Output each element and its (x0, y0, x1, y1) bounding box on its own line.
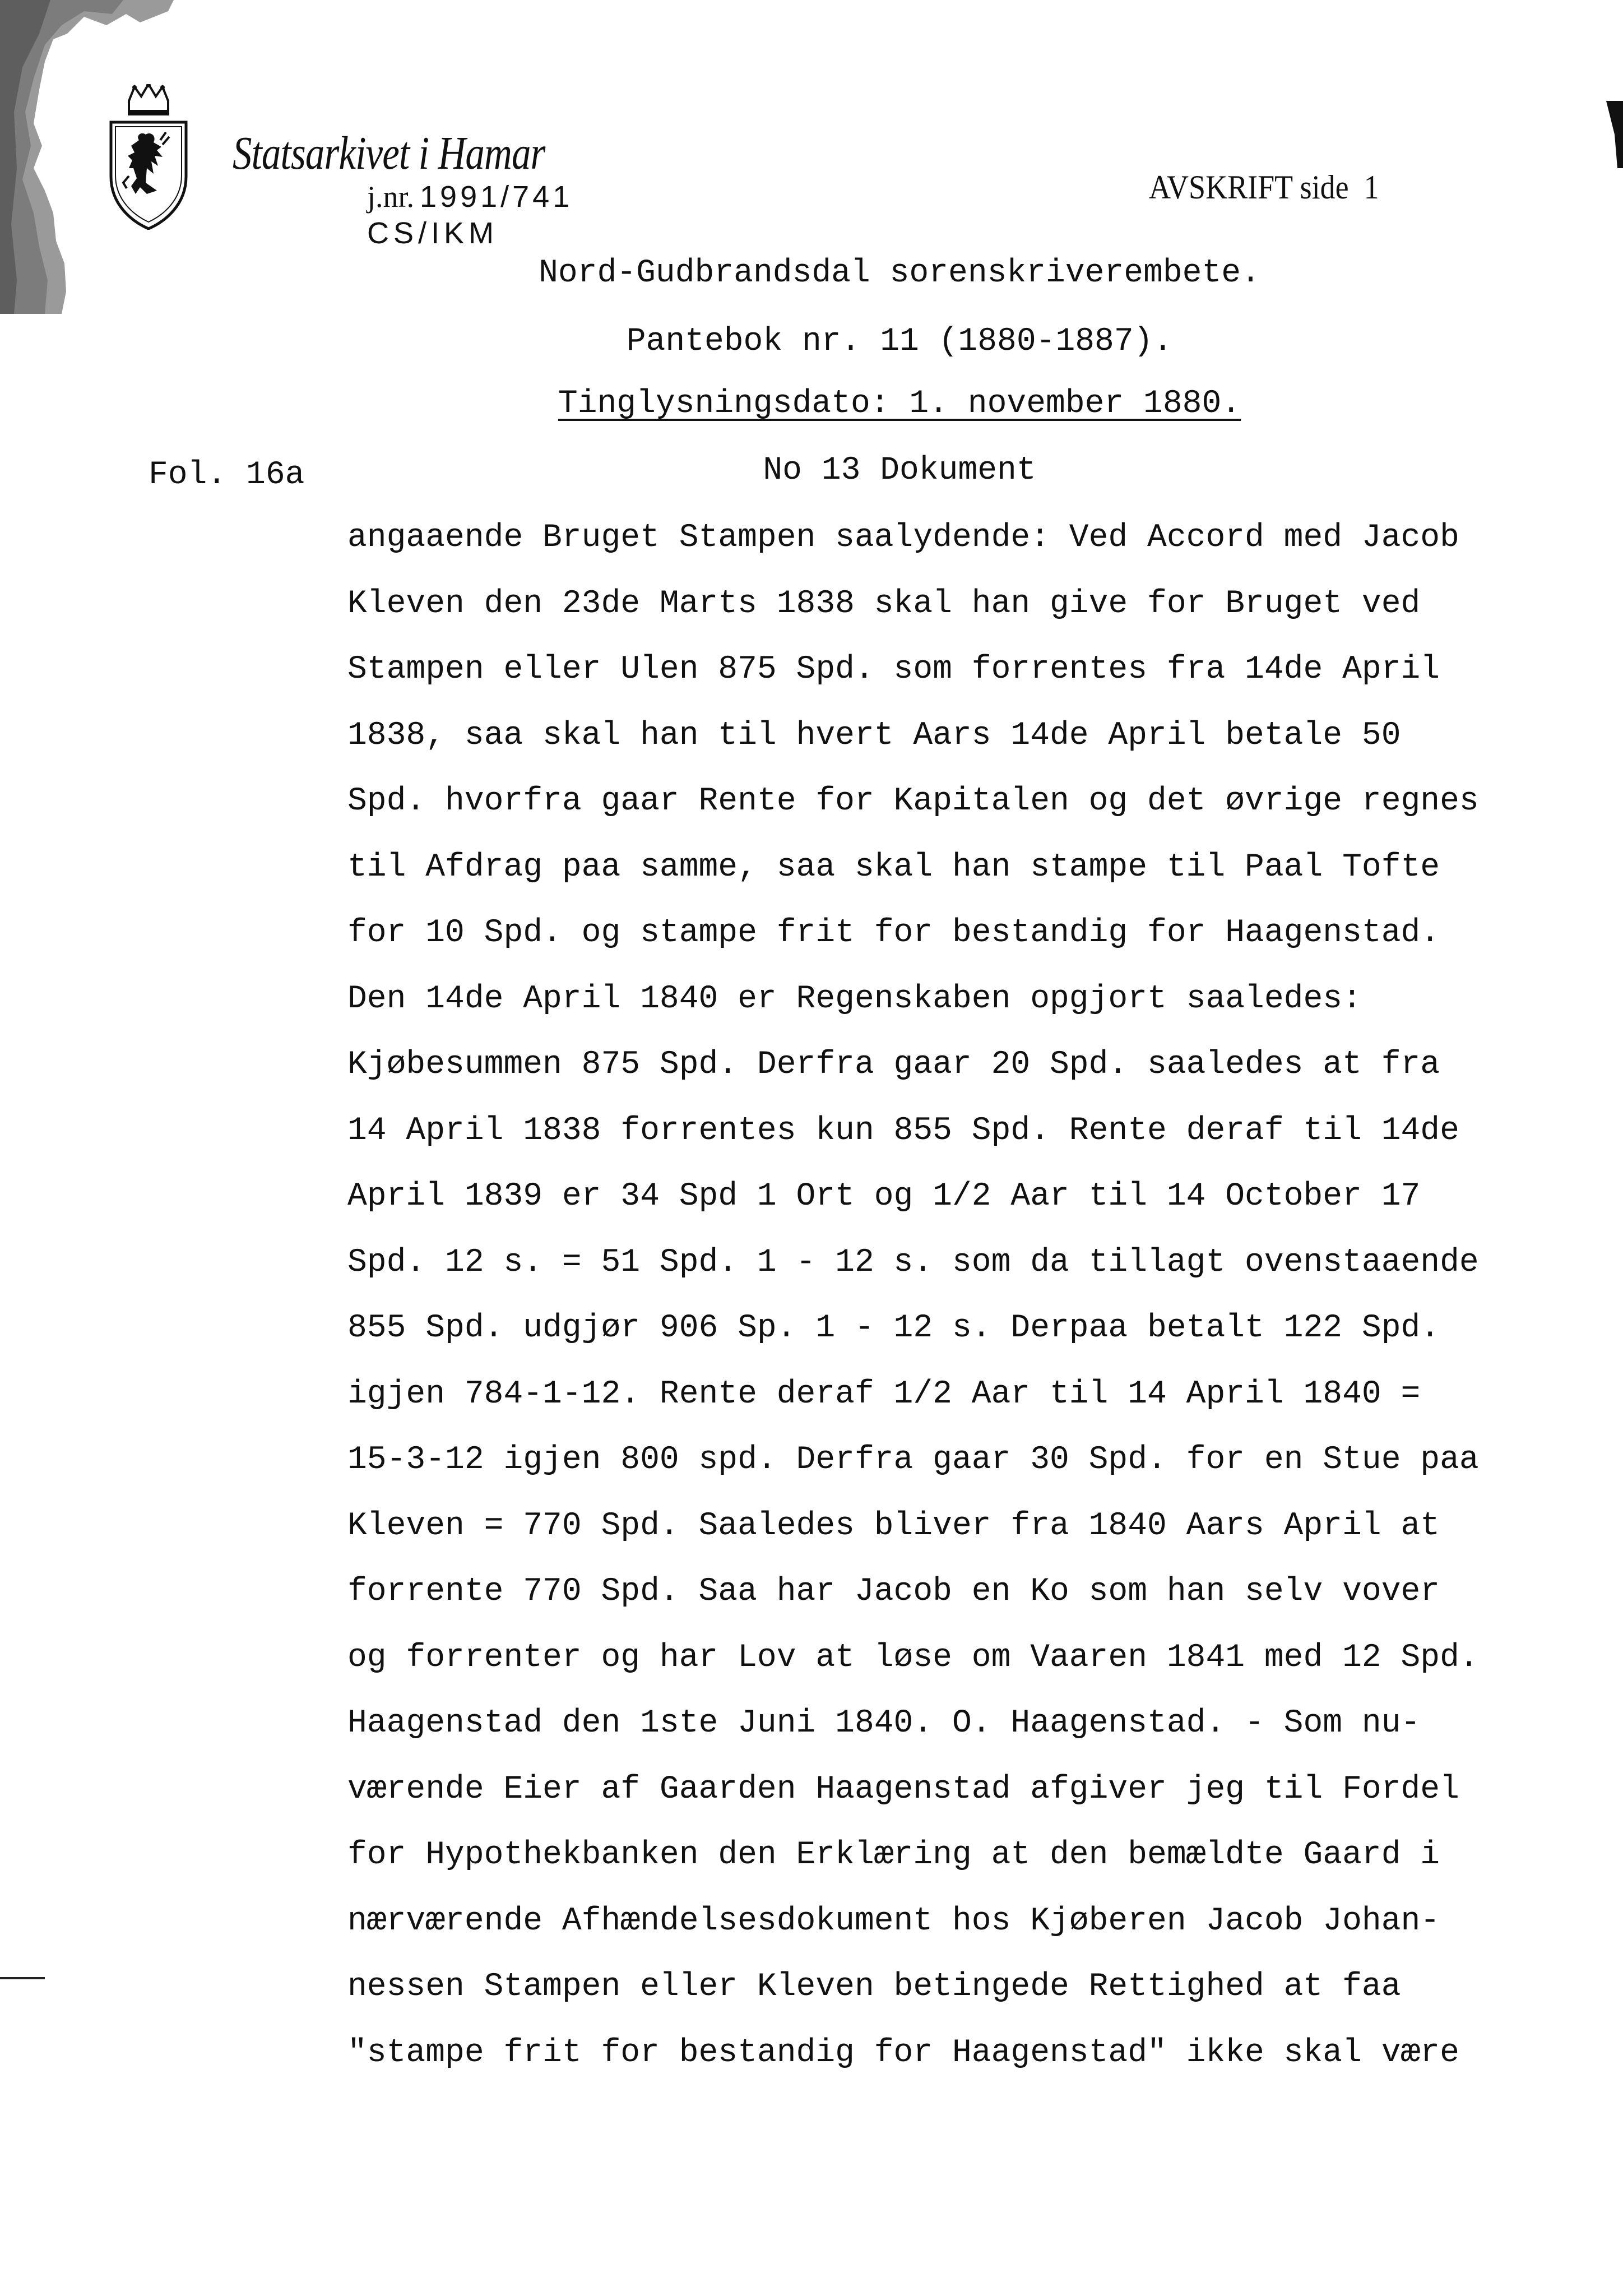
copy-page-label (1149, 168, 1379, 207)
body-line: Kleven = 770 Spd. Saaledes bliver fra 1840 Aars April at (347, 1507, 1440, 1544)
body-line: 1838, saa skal han til hvert Aars 14de April betale 50 (347, 717, 1401, 754)
office-name: Nord-Gudbrandsdal sorenskriverembete. (539, 255, 1260, 291)
body-line: 15-3-12 igjen 800 spd. Derfra gaar 30 Spd. for en Stue paa (347, 1442, 1479, 1478)
body-line: 14 April 1838 forrentes kun 855 Spd. Rente deraf til 14de (347, 1112, 1459, 1149)
body-line: nessen Stampen eller Kleven betingede Rettighed at faa (347, 1969, 1401, 2005)
body-line: Spd. 12 s. = 51 Spd. 1 - 12 s. som da tillagt ovenstaaende (347, 1244, 1479, 1281)
body-line: 855 Spd. udgjør 906 Sp. 1 - 12 s. Derpaa betalt 122 Spd. (347, 1310, 1440, 1346)
document-body (347, 519, 1479, 2099)
body-line: for 10 Spd. og stampe frit for bestandig for Haagenstad. (347, 915, 1440, 951)
document-number: No 13 Dokument (763, 452, 1036, 489)
body-line: igjen 784-1-12. Rente deraf 1/2 Aar til 14 April 1840 = (347, 1376, 1421, 1413)
mortgage-book-title: Pantebok nr. 11 (1880-1887). (626, 323, 1173, 360)
signature-code: CS/IKM (367, 216, 499, 250)
scan-edge-mark (1601, 101, 1623, 168)
body-line: Kjøbesummen 875 Spd. Derfra gaar 20 Spd. saaledes at fra (347, 1047, 1440, 1083)
copy-label-text: AVSKRIFT side (1149, 169, 1349, 206)
body-line: Stampen eller Ulen 875 Spd. som forrentes fra 14de April (347, 651, 1440, 688)
journal-label: j.nr. (367, 180, 415, 214)
body-line: Den 14de April 1840 er Regenskaben opgjort saaledes: (347, 980, 1362, 1017)
coat-of-arms-icon (106, 84, 191, 230)
body-line: "stampe frit for bestandig for Haagenstad" ikke skal være (347, 2034, 1459, 2071)
journal-reference (367, 179, 573, 214)
journal-number: 1991/741 (420, 180, 573, 214)
copy-page-number: 1 (1364, 169, 1379, 206)
body-line: Spd. hvorfra gaar Rente for Kapitalen og det øvrige regnes (347, 783, 1479, 820)
body-line: til Afdrag paa samme, saa skal han stampe til Paal Tofte (347, 849, 1440, 886)
body-line: Kleven den 23de Marts 1838 skal han give for Bruget ved (347, 585, 1421, 622)
archive-name: Statsarkivet i Hamar (233, 127, 545, 179)
body-line: forrente 770 Spd. Saa har Jacob en Ko som han selv vover (347, 1573, 1440, 1610)
folio-reference: Fol. 16a (149, 457, 305, 493)
registration-date: Tinglysningsdato: 1. november 1880. (558, 386, 1241, 422)
body-line: nærværende Afhændelsesdokument hos Kjøberen Jacob Johan- (347, 1902, 1440, 1939)
body-line: for Hypothekbanken den Erklæring at den bemældte Gaard i (347, 1837, 1440, 1873)
body-line: angaaende Bruget Stampen saalydende: Ved Accord med Jacob (347, 520, 1459, 556)
body-line: Haagenstad den 1ste Juni 1840. O. Haagenstad. - Som nu- (347, 1705, 1421, 1742)
margin-tick (0, 1977, 45, 1979)
body-line: og forrenter og har Lov at løse om Vaaren 1841 med 12 Spd. (347, 1639, 1479, 1676)
body-line: April 1839 er 34 Spd 1 Ort og 1/2 Aar til 14 October 17 (347, 1178, 1421, 1215)
body-line: værende Eier af Gaarden Haagenstad afgiver jeg til Fordel (347, 1771, 1459, 1808)
